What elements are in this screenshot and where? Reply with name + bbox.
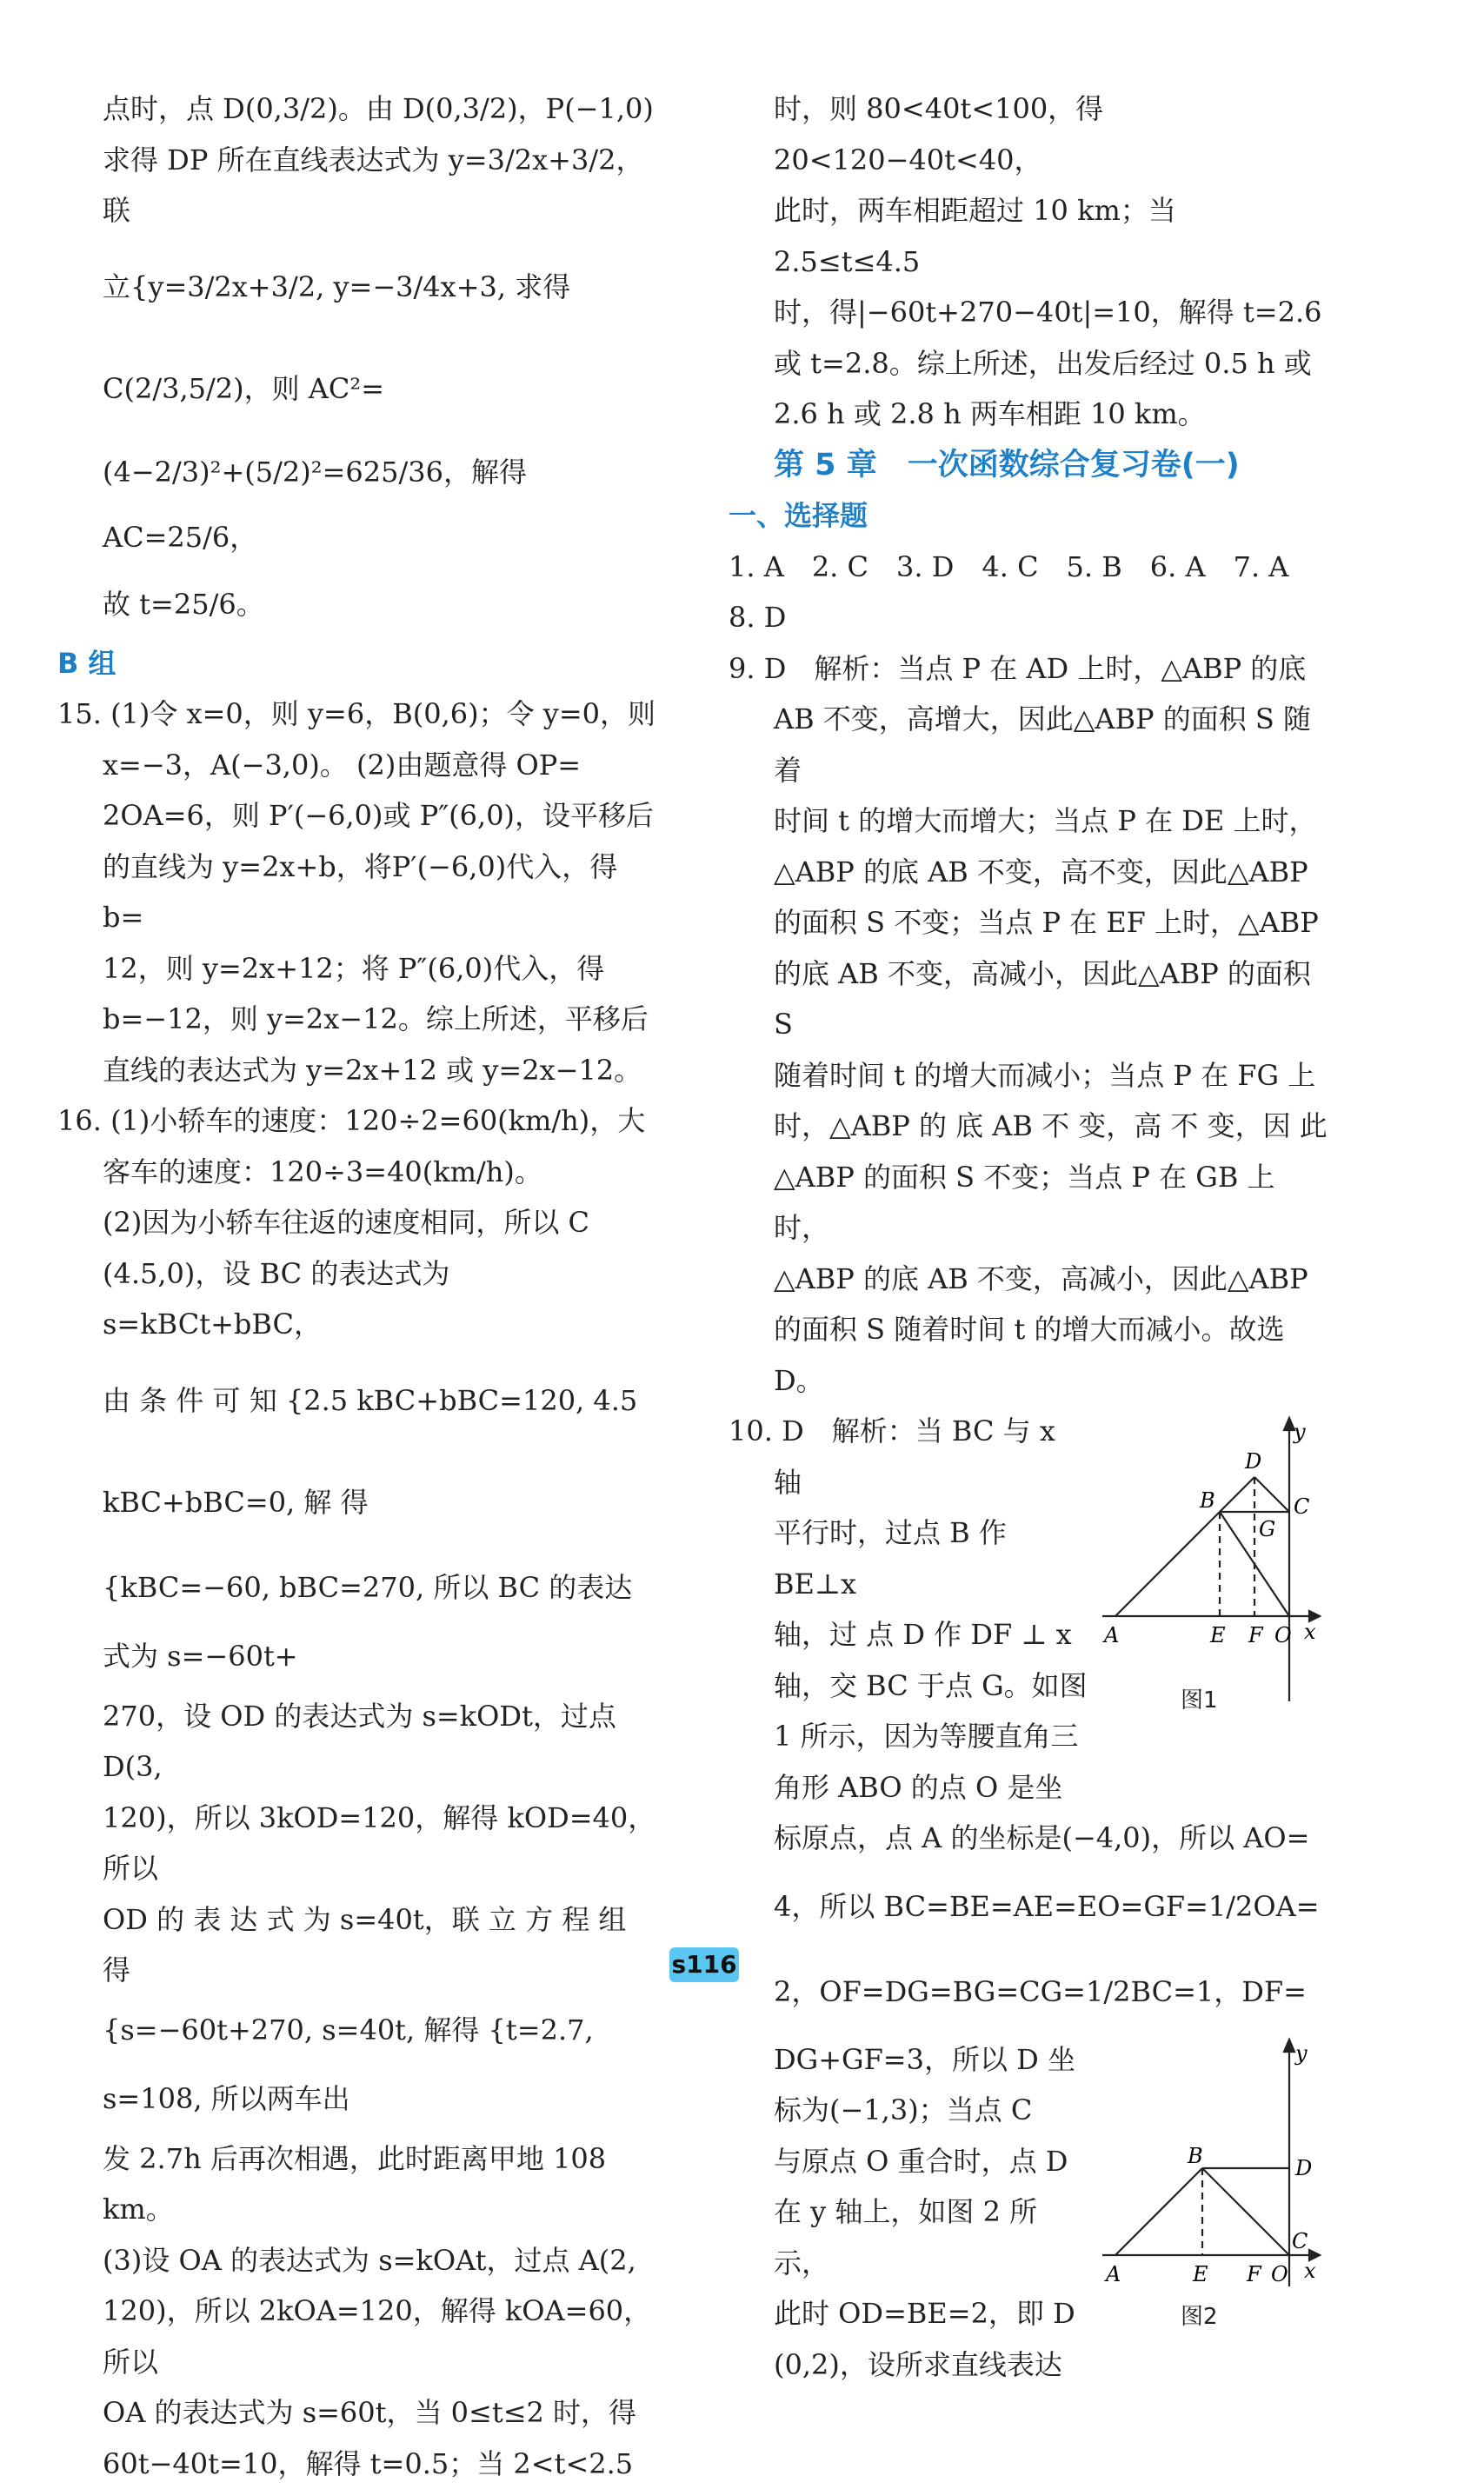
- text-line: 时间 t 的增大而增大；当点 P 在 DE 上时，: [729, 795, 1328, 847]
- text-line: 10. D 解析：当 BC 与 x 轴: [729, 1406, 1328, 1507]
- label-C: C: [1292, 2229, 1308, 2253]
- text-line: △ABP 的底 AB 不变，高不变，因此△ABP: [729, 847, 1328, 898]
- label-D: D: [1244, 1449, 1261, 1474]
- figure-2-caption: 图2: [1181, 2292, 1218, 2343]
- segment-AB: [1115, 1512, 1220, 1616]
- text-line: {kBC=−60, bBC=270, 所以 BC 的表达式为 s=−60t+: [57, 1554, 657, 1691]
- label-E: E: [1192, 2262, 1208, 2286]
- label-F: F: [1246, 2262, 1262, 2286]
- group-label: B 组: [57, 638, 657, 689]
- text-line: 2.6 h 或 2.8 h 两车相距 10 km。: [729, 389, 1328, 440]
- label-C: C: [1294, 1494, 1309, 1519]
- text-line: 随着时间 t 的增大而减小；当点 P 在 FG 上: [729, 1050, 1328, 1101]
- text-line: AB 不变，高增大，因此△ABP 的面积 S 随着: [729, 694, 1328, 795]
- text-line: 点时，点 D(0,3/2)。由 D(0,3/2)，P(−1,0): [57, 83, 657, 135]
- label-G: G: [1259, 1517, 1275, 1541]
- text-line: 求得 DP 所在直线表达式为 y=3/2x+3/2，联: [57, 135, 657, 236]
- page-number: s116: [669, 1947, 739, 1982]
- text-line: 与原点 O 重合时，点 D: [729, 2136, 1328, 2187]
- text-line: 平行时，过点 B 作 BE⊥x: [729, 1507, 1328, 1609]
- right-column: [729, 83, 1328, 2390]
- text-line: 在 y 轴上，如图 2 所示，: [729, 2186, 1328, 2288]
- label-x: x: [1304, 1620, 1316, 1644]
- label-A: A: [1102, 1623, 1119, 1647]
- text-line: 120)，所以 2kOA=120，解得 kOA=60，所以: [57, 2286, 657, 2387]
- label-O: O: [1271, 2262, 1288, 2286]
- text-line: 时，则 80<40t<100，得 20<120−40t<40，: [729, 83, 1328, 185]
- text-line: 2，OF=DG=BG=CG=1/2BC=1，DF=: [729, 1949, 1328, 2034]
- label-y: y: [1293, 1420, 1306, 1444]
- text-line: 1 所示，因为等腰直角三: [729, 1711, 1328, 1762]
- text-line: b=−12，则 y=2x−12。综上所述，平移后: [57, 994, 657, 1045]
- text-line: 120)，所以 3kOD=120，解得 kOD=40，所以: [57, 1793, 657, 1894]
- label-B: B: [1187, 2144, 1203, 2168]
- text-line: OD 的 表 达 式 为 s=40t，联 立 方 程 组 得: [57, 1894, 657, 1996]
- text-line: 时，△ABP 的 底 AB 不 变，高 不 变，因 此: [729, 1101, 1328, 1152]
- label-O: O: [1274, 1623, 1292, 1647]
- text-line: DG+GF=3，所以 D 坐: [729, 2034, 1328, 2086]
- text-line: 时，得|−60t+270−40t|=10，解得 t=2.6: [729, 287, 1328, 338]
- figure-1-diagram: [1102, 1414, 1328, 1701]
- label-x: x: [1304, 2259, 1316, 2283]
- text-line: OA 的表达式为 s=60t，当 0≤t≤2 时，得: [57, 2387, 657, 2439]
- text-line: 由 条 件 可 知 {2.5 kBC+bBC=120, 4.5 kBC+bBC=0, 解 得: [57, 1350, 657, 1554]
- left-column: [57, 83, 657, 2489]
- text-line: (4−2/3)²+(5/2)²=625/36，解得 AC=25/6，: [57, 440, 657, 570]
- label-D: D: [1294, 2156, 1312, 2180]
- text-line: 60t−40t=10，解得 t=0.5；当 2<t<2.5: [57, 2439, 657, 2489]
- y-axis-arrow: [1284, 2040, 1294, 2052]
- answer-row: 1. A 2. C 3. D 4. C 5. B 6. A 7. A 8. D: [729, 542, 1328, 643]
- text-line: (4.5,0)，设 BC 的表达式为 s=kBCt+bBC，: [57, 1248, 657, 1350]
- figure-1: [1102, 1414, 1328, 1727]
- text-line: 直线的表达式为 y=2x+12 或 y=2x−12。: [57, 1045, 657, 1096]
- segment-DC: [1254, 1477, 1289, 1512]
- text-line: {s=−60t+270, s=40t, 解得 {t=2.7, s=108, 所以两车出: [57, 1996, 657, 2133]
- text-line: 15. (1)令 x=0，则 y=6，B(0,6)；令 y=0，则: [57, 689, 657, 740]
- text-line: 270，设 OD 的表达式为 s=kODt，过点 D(3,: [57, 1691, 657, 1793]
- segment-AB: [1115, 2168, 1202, 2255]
- text-line: △ABP 的底 AB 不变，高减小，因此△ABP: [729, 1254, 1328, 1305]
- figure-1-caption: 图1: [1181, 1675, 1218, 1727]
- segment-BC: [1202, 2168, 1289, 2255]
- text-line: 16. (1)小轿车的速度：120÷2=60(km/h)，大: [57, 1095, 657, 1147]
- text-line: 客车的速度：120÷3=40(km/h)。: [57, 1147, 657, 1198]
- section-title: 一、选择题: [729, 490, 1328, 542]
- text-line: 此时，两车相距超过 10 km；当 2.5≤t≤4.5: [729, 185, 1328, 287]
- text-line: 9. D 解析：当点 P 在 AD 上时，△ABP 的底: [729, 643, 1328, 695]
- figure-2-diagram: [1102, 2034, 1328, 2295]
- text-line: 发 2.7h 后再次相遇，此时距离甲地 108 km。: [57, 2133, 657, 2235]
- text-line: 或 t=2.8。综上所述，出发后经过 0.5 h 或: [729, 338, 1328, 389]
- text-line: 标原点，点 A 的坐标是(−4,0)，所以 AO=: [729, 1813, 1328, 1864]
- text-line: 立{y=3/2x+3/2, y=−3/4x+3, 求得 C(2/3,5/2)，则 AC²=: [57, 236, 657, 440]
- text-line: (2)因为小轿车往返的速度相同，所以 C: [57, 1197, 657, 1248]
- text-line: 的面积 S 随着时间 t 的增大而减小。故选 D。: [729, 1304, 1328, 1406]
- text-line: (0,2)，设所求直线表达: [729, 2339, 1328, 2391]
- text-line: 轴，过 点 D 作 DF ⊥ x: [729, 1609, 1328, 1660]
- text-line: (3)设 OA 的表达式为 s=kOAt，过点 A(2,: [57, 2235, 657, 2286]
- text-line: 的直线为 y=2x+b，将P′(−6,0)代入，得 b=: [57, 842, 657, 943]
- text-line: 2OA=6，则 P′(−6,0)或 P″(6,0)，设平移后: [57, 790, 657, 842]
- text-line: 12，则 y=2x+12；将 P″(6,0)代入，得: [57, 943, 657, 995]
- label-E: E: [1209, 1623, 1226, 1647]
- text-line: x=−3，A(−3,0)。 (2)由题意得 OP=: [57, 740, 657, 791]
- text-line: 标为(−1,3)；当点 C: [729, 2085, 1328, 2136]
- label-F: F: [1248, 1623, 1264, 1647]
- text-line: 的面积 S 不变；当点 P 在 EF 上时，△ABP: [729, 897, 1328, 948]
- chapter-title: 第 5 章 一次函数综合复习卷(一): [729, 440, 1328, 491]
- segment-BD: [1220, 1477, 1254, 1512]
- text-line: 此时 OD=BE=2，即 D: [729, 2288, 1328, 2339]
- figure-2: [1102, 2034, 1328, 2347]
- label-A: A: [1104, 2262, 1121, 2286]
- text-line: 轴，交 BC 于点 G。如图: [729, 1660, 1328, 1712]
- text-line: 的底 AB 不变，高减小，因此△ABP 的面积 S: [729, 948, 1328, 1050]
- label-B: B: [1199, 1488, 1215, 1513]
- text-line: △ABP 的面积 S 不变；当点 P 在 GB 上时，: [729, 1152, 1328, 1254]
- text-line: 故 t=25/6。: [57, 570, 657, 638]
- text-line: 角形 ABO 的点 O 是坐: [729, 1762, 1328, 1814]
- text-line: 4，所以 BC=BE=AE=EO=GF=1/2OA=: [729, 1864, 1328, 1949]
- label-y: y: [1294, 2041, 1308, 2066]
